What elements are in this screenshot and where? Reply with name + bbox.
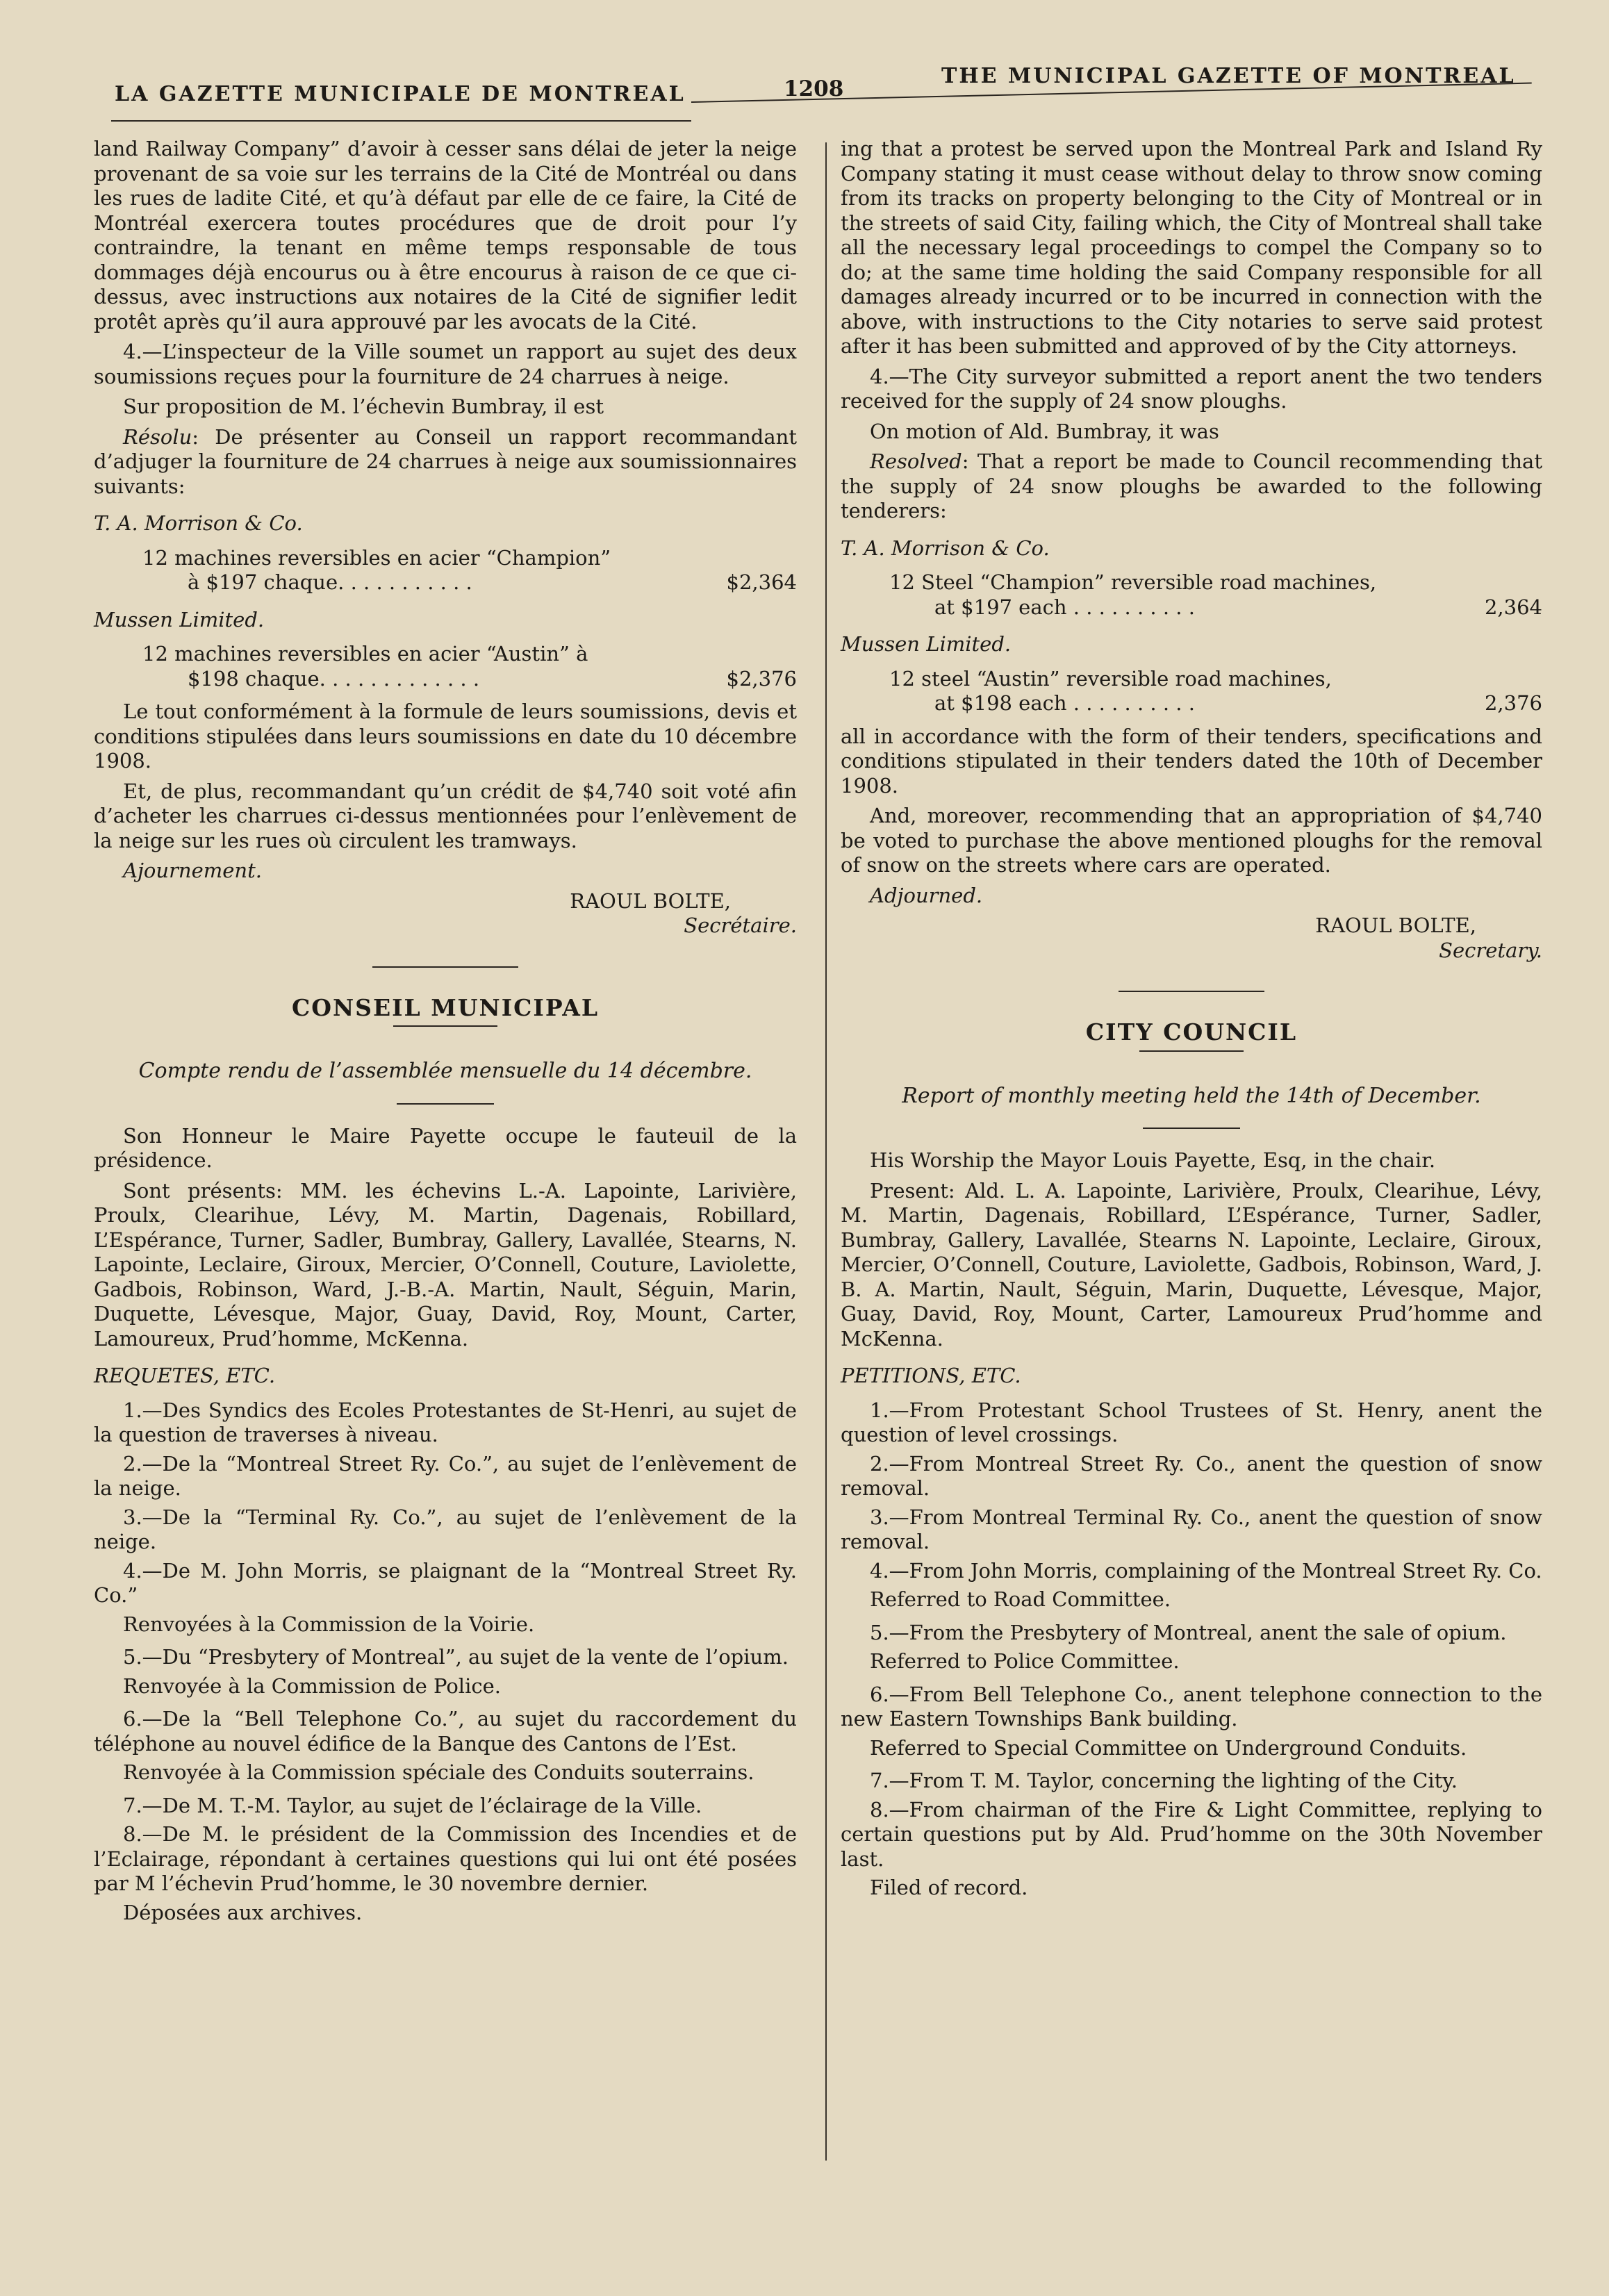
- english-signature-name: RAOUL BOLTE,: [1315, 914, 1476, 937]
- list-item: 8.—De M. le président de la Commission des Incendies et de l’Eclairage, répondant à certaines questions qui lui ont été posées par M l’échevin Prud’homme, le 30 novembre dernier.: [94, 1822, 797, 1895]
- page-header: [0, 61, 1609, 124]
- french-signature: [94, 889, 797, 939]
- english-council-title: CITY COUNCIL: [1085, 1018, 1298, 1046]
- french-tenderer-1: T. A. Morrison & Co.: [94, 511, 303, 535]
- french-present: Sont présents: MM. les échevins L.-A. Lapointe, Larivière, Proulx, Clearihue, Lévy, M. Martin, Dagenais, Robillard, L’Espérance, Turner, Sadler, Bumbray, Gallery, Lavallée, Stearns, N. Lapointe, Leclaire, Giroux, Mercier, O’Connell, Couture, Laviolette, Gadbois, Robinson, Ward, J.-B.-A. Martin, Nault, Séguin, Marin, Duquette, Lévesque, Major, Guay, David, Roy, Mount, Carter, Lamoureux, Prud’homme, McKenna.: [94, 1178, 797, 1351]
- subtitle-rule: [1143, 1128, 1240, 1129]
- list-item: 7.—De M. T.-M. Taylor, au sujet de l’éclairage de la Ville.: [123, 1793, 702, 1817]
- english-tender-1-desc: 12 Steel “Champion” reversible road machines,: [889, 570, 1377, 594]
- section-rule: [372, 966, 518, 968]
- french-adjournment: Ajournement.: [123, 859, 262, 882]
- referral-note: Renvoyée à la Commission spéciale des Conduits souterrains.: [123, 1760, 754, 1784]
- french-tender-2-rate: $198 chaque. . . . . . . . . . . . .: [188, 666, 480, 691]
- french-requests-list: [94, 1398, 797, 1926]
- english-conformity: all in accordance with the form of their tenders, specifications and conditions stipulated in their tenders dated the 10th of December 1908.: [841, 724, 1542, 798]
- french-tender-2-desc: 12 machines reversibles en acier “Austin” à: [142, 642, 588, 666]
- list-item: 5.—From the Presbytery of Montreal, anent the sale of opium.: [870, 1620, 1507, 1644]
- list-item: 2.—From Montreal Street Ry. Co., anent the question of snow removal.: [841, 1451, 1542, 1500]
- english-tenderer-2: Mussen Limited.: [841, 632, 1012, 656]
- list-item: 1.—Des Syndics des Ecoles Protestantes de St-Henri, au sujet de la question de traverses à niveau.: [94, 1398, 797, 1446]
- english-present: Present: Ald. L. A. Lapointe, Larivière, Proulx, Clearihue, Lévy, M. Martin, Dagenais, Robillard, L’Espérance, Turner, Sadler, Bumbray, Gallery, Lavallée, Stearns N. Lapointe, Leclaire, Giroux, Mercier, O’Connell, Couture, Laviolette, Gadbois, Robinson, Ward, J. B. A. Martin, Nault, Séguin, Marin, Duquette, Lévesque, Major, Guay, David, Roy, Mount, Carter, Lamoureux Prud’homme and McKenna.: [841, 1178, 1542, 1351]
- english-tender-2-rate: at $198 each . . . . . . . . . .: [934, 691, 1195, 715]
- referral-note: Referred to Special Committee on Underground Conduits.: [870, 1735, 1467, 1760]
- english-masthead: THE MUNICIPAL GAZETTE OF MONTREAL: [941, 64, 1516, 88]
- english-petitions-list: [841, 1398, 1542, 1901]
- english-tender-2-desc: 12 steel “Austin” reversible road machines,: [889, 666, 1332, 691]
- english-motion: On motion of Ald. Bumbray, it was: [870, 419, 1219, 443]
- french-tender-2: [94, 642, 797, 691]
- french-council-subtitle: Compte rendu de l’assemblée mensuelle du 14 décembre.: [138, 1059, 752, 1083]
- english-signature: [841, 914, 1542, 963]
- subtitle-rule: [397, 1103, 494, 1105]
- english-signature-title: Secretary.: [1439, 938, 1542, 962]
- french-motion: Sur proposition de M. l’échevin Bumbray, il est: [123, 395, 604, 418]
- english-tender-1-amount: 2,364: [1484, 595, 1542, 619]
- english-adjournment: Adjourned.: [870, 883, 983, 907]
- referral-note: Referred to Road Committee.: [870, 1587, 1171, 1611]
- french-resolved-label: Résolu: [123, 424, 192, 449]
- english-council-subtitle: Report of monthly meeting held the 14th of December.: [902, 1083, 1481, 1108]
- list-item: 6.—From Bell Telephone Co., anent telephone connection to the new Eastern Townships Bank building.: [841, 1682, 1542, 1731]
- list-item: 8.—From chairman of the Fire & Light Committee, replying to certain questions put by Ald. Prud’homme on the 30th November last.: [841, 1797, 1542, 1871]
- list-item: 7.—From T. M. Taylor, concerning the lighting of the City.: [870, 1769, 1458, 1792]
- english-intro: ing that a protest be served upon the Montreal Park and Island Ry Company stating it must cease without delay to throw snow coming from its tracks on property belonging to the City of Montreal or in the streets of said City, failing which, the City of Montreal shall take all the necessary legal proceedings to compel the Company so to do; at the same time holding the said Company responsible for all damages already incurred or to be incurred in connection with the above, with instructions to the City notaries to serve said protest after it has been submitted and approved of by the City attorneys.: [841, 137, 1542, 358]
- french-intro: land Railway Company” d’avoir à cesser sans délai de jeter la neige provenant de sa voie sur les terrains de la Cité de Montréal ou dans les rues de ladite Cité, et qu’à défaut par elle de ce faire, la Cité de Montréal exercera toutes procédures que de droit pour l’y contraindre, la tenant en même temps responsable de tous dommages déjà encourus ou à être encourus à raison de ce que ci-dessus, avec instructions aux notaires de la Cité de signifier ledit protêt après qu’il aura approuvé par les avocats de la Cité.: [94, 137, 797, 333]
- referral-note: Referred to Police Committee.: [870, 1649, 1180, 1673]
- french-item-4: 4.—L’inspecteur de la Ville soumet un rapport au sujet des deux soumissions reçues pour la fourniture de 24 charrues à neige.: [94, 340, 797, 388]
- title-underline: [393, 1025, 497, 1027]
- french-tender-1-amount: $2,364: [726, 570, 797, 594]
- french-council-title: CONSEIL MUNICIPAL: [291, 993, 600, 1021]
- list-item: 3.—From Montreal Terminal Ry. Co., anent the question of snow removal.: [841, 1505, 1542, 1553]
- french-tender-2-amount: $2,376: [726, 666, 797, 691]
- list-item: 3.—De la “Terminal Ry. Co.”, au sujet de l’enlèvement de la neige.: [94, 1505, 797, 1553]
- referral-note: Filed of record.: [870, 1876, 1028, 1899]
- french-credit: Et, de plus, recommandant qu’un crédit de $4,740 soit voté afin d’acheter les charrues ci-dessus mentionnées pour l’enlèvement de la neige sur les rues où circulent les tramways.: [94, 779, 797, 852]
- english-column: [841, 137, 1542, 1909]
- list-item: 1.—From Protestant School Trustees of St. Henry, anent the question of level crossings.: [841, 1398, 1542, 1446]
- column-divider: [825, 142, 827, 2161]
- english-item-4: 4.—The City surveyor submitted a report anent the two tenders received for the supply of 24 snow ploughs.: [841, 364, 1542, 413]
- french-requests-heading: REQUETES, ETC.: [94, 1364, 276, 1387]
- page-number: 1208: [784, 76, 844, 101]
- list-item: 4.—From John Morris, complaining of the Montreal Street Ry. Co.: [870, 1558, 1542, 1583]
- referral-note: Déposées aux archives.: [123, 1900, 363, 1924]
- french-signature-name: RAOUL BOLTE,: [570, 889, 731, 913]
- french-resolution: [94, 425, 797, 499]
- french-column: [94, 137, 797, 1933]
- section-rule: [1119, 991, 1264, 992]
- english-presidency: His Worship the Mayor Louis Payette, Esq, in the chair.: [870, 1148, 1436, 1172]
- referral-note: Renvoyées à la Commission de la Voirie.: [123, 1612, 535, 1636]
- english-tenderer-1: T. A. Morrison & Co.: [841, 536, 1050, 560]
- french-tender-1-desc: 12 machines reversibles en acier “Champion”: [142, 545, 611, 570]
- french-presidency: Son Honneur le Maire Payette occupe le fauteuil de la présidence.: [94, 1123, 797, 1172]
- french-conformity: Le tout conformément à la formule de leurs soumissions, devis et conditions stipulées dans leurs soumissions en date du 10 décembre 1908.: [94, 700, 797, 773]
- title-underline: [1139, 1050, 1244, 1052]
- french-tenderer-2: Mussen Limited.: [94, 607, 265, 631]
- french-tender-1: [94, 546, 797, 595]
- english-tender-2: [841, 667, 1542, 716]
- english-tender-1-rate: at $197 each . . . . . . . . . .: [934, 595, 1195, 619]
- list-item: 4.—De M. John Morris, se plaignant de la “Montreal Street Ry. Co.”: [94, 1558, 797, 1607]
- english-tender-2-amount: 2,376: [1484, 691, 1542, 715]
- english-resolution: [841, 449, 1542, 524]
- english-resolved-label: Resolved: [870, 449, 962, 473]
- english-resolved-text: : That a report be made to Council recommending that the supply of 24 snow ploughs be awarded to the following tenderers:: [841, 449, 1542, 522]
- french-resolved-text: : De présenter au Conseil un rapport recommandant d’adjuger la fourniture de 24 charrues à neige aux soumissionnaires suivants:: [94, 424, 797, 498]
- referral-note: Renvoyée à la Commission de Police.: [123, 1674, 501, 1698]
- english-credit: And, moreover, recommending that an appropriation of $4,740 be voted to purchase the above mentioned ploughs for the removal of snow on the streets where cars are operated.: [841, 804, 1542, 877]
- list-item: 5.—Du “Presbytery of Montreal”, au sujet de la vente de l’opium.: [123, 1645, 789, 1669]
- english-tender-1: [841, 570, 1542, 620]
- english-petitions-heading: PETITIONS, ETC.: [841, 1364, 1021, 1387]
- list-item: 2.—De la “Montreal Street Ry. Co.”, au sujet de l’enlèvement de la neige.: [94, 1451, 797, 1500]
- header-rule-left: [111, 120, 691, 122]
- list-item: 6.—De la “Bell Telephone Co.”, au sujet du raccordement du téléphone au nouvel édifice de la Banque des Cantons de l’Est.: [94, 1707, 797, 1756]
- french-masthead: LA GAZETTE MUNICIPALE DE MONTREAL: [115, 82, 686, 106]
- french-tender-1-rate: à $197 chaque. . . . . . . . . . .: [188, 570, 472, 594]
- french-signature-title: Secrétaire.: [684, 914, 797, 937]
